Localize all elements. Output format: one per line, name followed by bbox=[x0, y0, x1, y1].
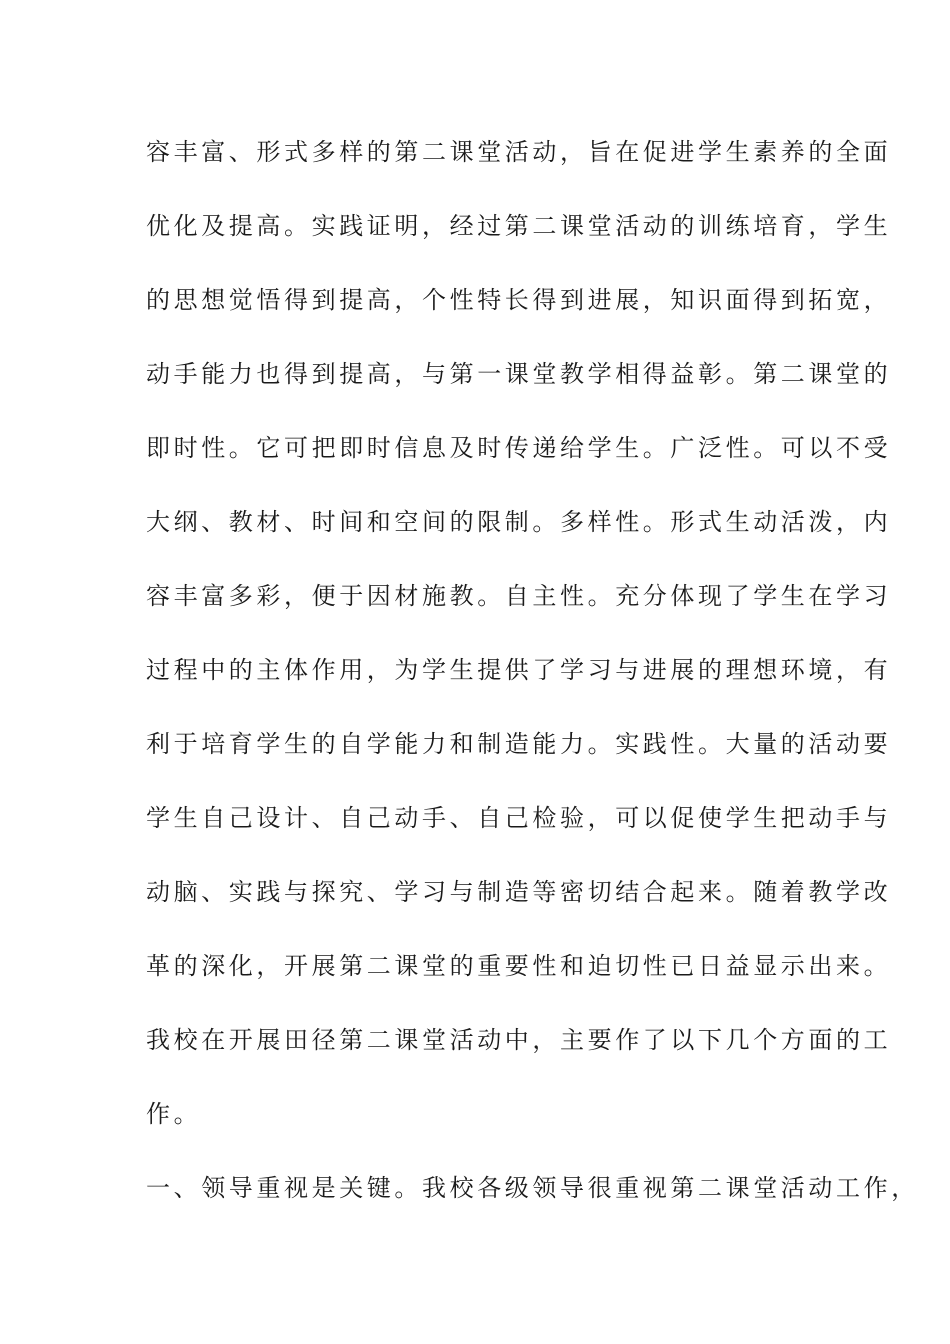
text-line: 我校在开展田径第二课堂活动中，主要作了以下几个方面的工 bbox=[146, 1026, 892, 1054]
text-line: 动手能力也得到提高，与第一课堂教学相得益彰。第二课堂的 bbox=[146, 360, 892, 388]
text-line: 容丰富、形式多样的第二课堂活动，旨在促进学生素养的全面 bbox=[146, 138, 892, 166]
text-line: 利于培育学生的自学能力和制造能力。实践性。大量的活动要 bbox=[146, 730, 892, 758]
text-line: 一、领导重视是关键。我校各级领导很重视第二课堂活动工作， bbox=[146, 1174, 919, 1202]
text-line: 作。 bbox=[146, 1100, 202, 1128]
text-line: 即时性。它可把即时信息及时传递给学生。广泛性。可以不受 bbox=[146, 434, 892, 462]
text-line: 过程中的主体作用，为学生提供了学习与进展的理想环境，有 bbox=[146, 656, 892, 684]
text-line: 容丰富多彩，便于因材施教。自主性。充分体现了学生在学习 bbox=[146, 582, 892, 610]
text-line: 学生自己设计、自己动手、自己检验，可以促使学生把动手与 bbox=[146, 804, 892, 832]
text-line: 动脑、实践与探究、学习与制造等密切结合起来。随着教学改 bbox=[146, 878, 892, 906]
text-line: 大纲、教材、时间和空间的限制。多样性。形式生动活泼，内 bbox=[146, 508, 892, 536]
text-line: 的思想觉悟得到提高，个性特长得到进展，知识面得到拓宽， bbox=[146, 286, 892, 314]
text-line: 优化及提高。实践证明，经过第二课堂活动的训练培育，学生 bbox=[146, 212, 892, 240]
text-line: 革的深化，开展第二课堂的重要性和迫切性已日益显示出来。 bbox=[146, 952, 892, 980]
